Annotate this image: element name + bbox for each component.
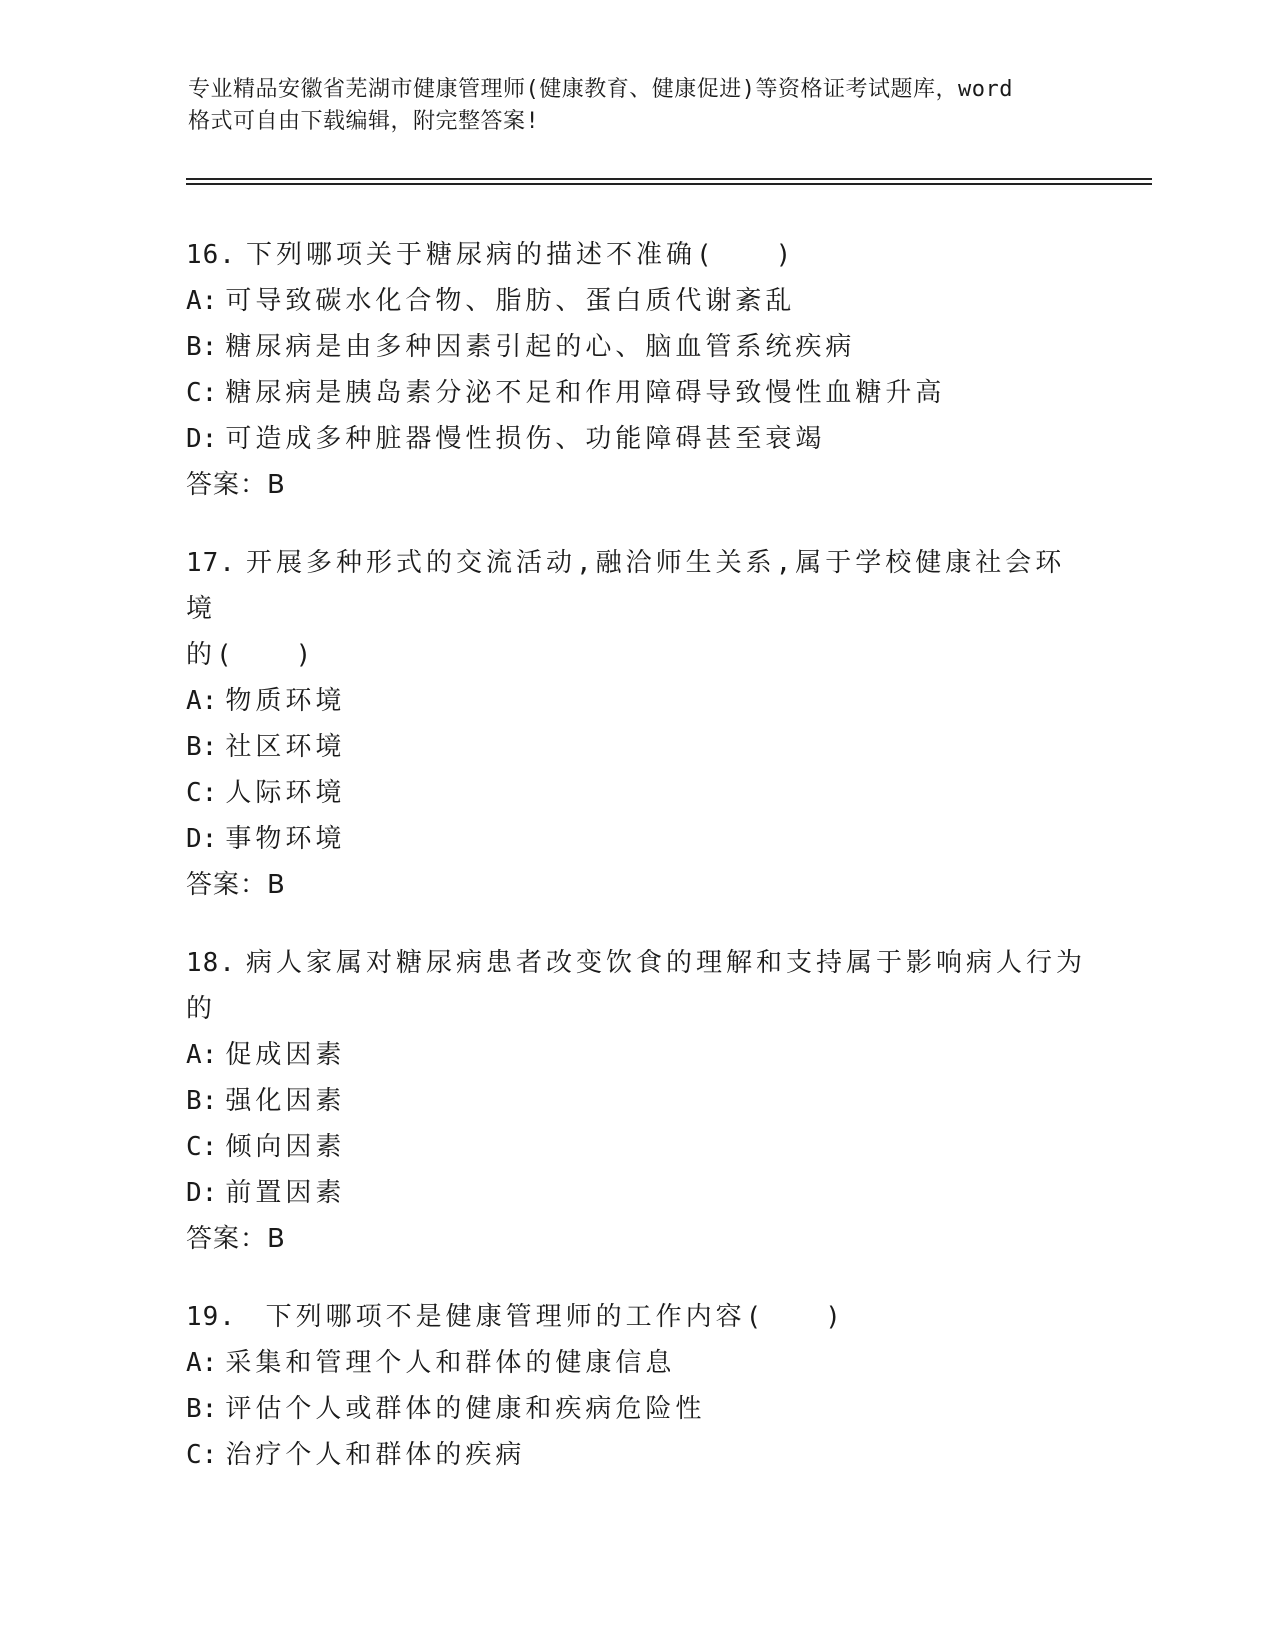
option-letter: C: <box>186 378 218 408</box>
option-text: 前置因素 <box>225 1178 346 1208</box>
option-a <box>186 278 1086 324</box>
question-text-continued: 的 <box>186 994 217 1024</box>
option-d <box>186 416 1086 462</box>
question-line: 病人家属对糖尿病患者改变饮食的理解和支持属于影响病人行为 <box>245 948 1086 978</box>
option-a <box>186 1032 1086 1078</box>
option-letter: A: <box>186 686 218 716</box>
option-d <box>186 1170 1086 1216</box>
option-b <box>186 1386 1086 1432</box>
question-line: 下列哪项关于糖尿病的描述不准确( ) <box>245 240 796 270</box>
question-18 <box>186 940 1086 1262</box>
option-letter: A: <box>186 1348 218 1378</box>
option-text: 促成因素 <box>225 1040 346 1070</box>
option-text: 糖尿病是由多种因素引起的心、脑血管系统疾病 <box>225 332 856 362</box>
option-text: 可造成多种脏器慢性损伤、功能障碍甚至衰竭 <box>225 424 826 454</box>
option-letter: B: <box>186 732 218 762</box>
option-letter: C: <box>186 1440 218 1470</box>
option-text: 评估个人或群体的健康和疾病危险性 <box>225 1394 706 1424</box>
option-c <box>186 770 1086 816</box>
answer-line: 答案：B <box>186 470 286 500</box>
header-line-1: 专业精品安徽省芜湖市健康管理师(健康教育、健康促进)等资格证考试题库，word <box>188 77 1013 102</box>
option-text: 事物环境 <box>225 824 346 854</box>
question-text <box>186 232 1086 278</box>
option-text: 人际环境 <box>225 778 346 808</box>
document-header <box>188 74 1088 138</box>
question-17 <box>186 540 1086 908</box>
question-text <box>186 1294 1086 1340</box>
option-c <box>186 1124 1086 1170</box>
header-line-2: 格式可自由下载编辑，附完整答案! <box>188 109 540 134</box>
option-c <box>186 370 1086 416</box>
option-b <box>186 1078 1086 1124</box>
option-b <box>186 324 1086 370</box>
answer-line: 答案：B <box>186 870 286 900</box>
question-text <box>186 540 1086 632</box>
question-line: 下列哪项不是健康管理师的工作内容( ) <box>245 1302 845 1332</box>
header-divider-bottom <box>186 183 1152 185</box>
option-text: 社区环境 <box>225 732 346 762</box>
option-letter: C: <box>186 778 218 808</box>
option-letter: B: <box>186 332 218 362</box>
option-text: 可导致碳水化合物、脂肪、蛋白质代谢紊乱 <box>225 286 796 316</box>
question-number: 19. <box>186 1302 236 1332</box>
option-c <box>186 1432 1086 1478</box>
question-text-continued: 的( ) <box>186 640 316 670</box>
question-list <box>186 232 1086 1510</box>
question-19 <box>186 1294 1086 1478</box>
option-text: 倾向因素 <box>225 1132 346 1162</box>
option-a <box>186 1340 1086 1386</box>
question-number: 18. <box>186 948 236 978</box>
option-letter: D: <box>186 424 218 454</box>
answer-line: 答案：B <box>186 1224 286 1254</box>
question-16 <box>186 232 1086 508</box>
option-text: 物质环境 <box>225 686 346 716</box>
option-d <box>186 816 1086 862</box>
question-number: 16. <box>186 240 236 270</box>
option-letter: D: <box>186 1178 218 1208</box>
option-letter: A: <box>186 286 218 316</box>
option-b <box>186 724 1086 770</box>
option-letter: B: <box>186 1086 218 1116</box>
option-text: 强化因素 <box>225 1086 346 1116</box>
option-text: 治疗个人和群体的疾病 <box>225 1440 526 1470</box>
option-text: 糖尿病是胰岛素分泌不足和作用障碍导致慢性血糖升高 <box>225 378 946 408</box>
option-letter: D: <box>186 824 218 854</box>
option-letter: A: <box>186 1040 218 1070</box>
option-letter: B: <box>186 1394 218 1424</box>
question-number: 17. <box>186 548 236 578</box>
option-text: 采集和管理个人和群体的健康信息 <box>225 1348 676 1378</box>
question-line: 开展多种形式的交流活动,融洽师生关系,属于学校健康社会环境 <box>186 548 1066 624</box>
option-letter: C: <box>186 1132 218 1162</box>
question-text <box>186 940 1086 986</box>
header-divider-top <box>186 178 1152 180</box>
option-a <box>186 678 1086 724</box>
